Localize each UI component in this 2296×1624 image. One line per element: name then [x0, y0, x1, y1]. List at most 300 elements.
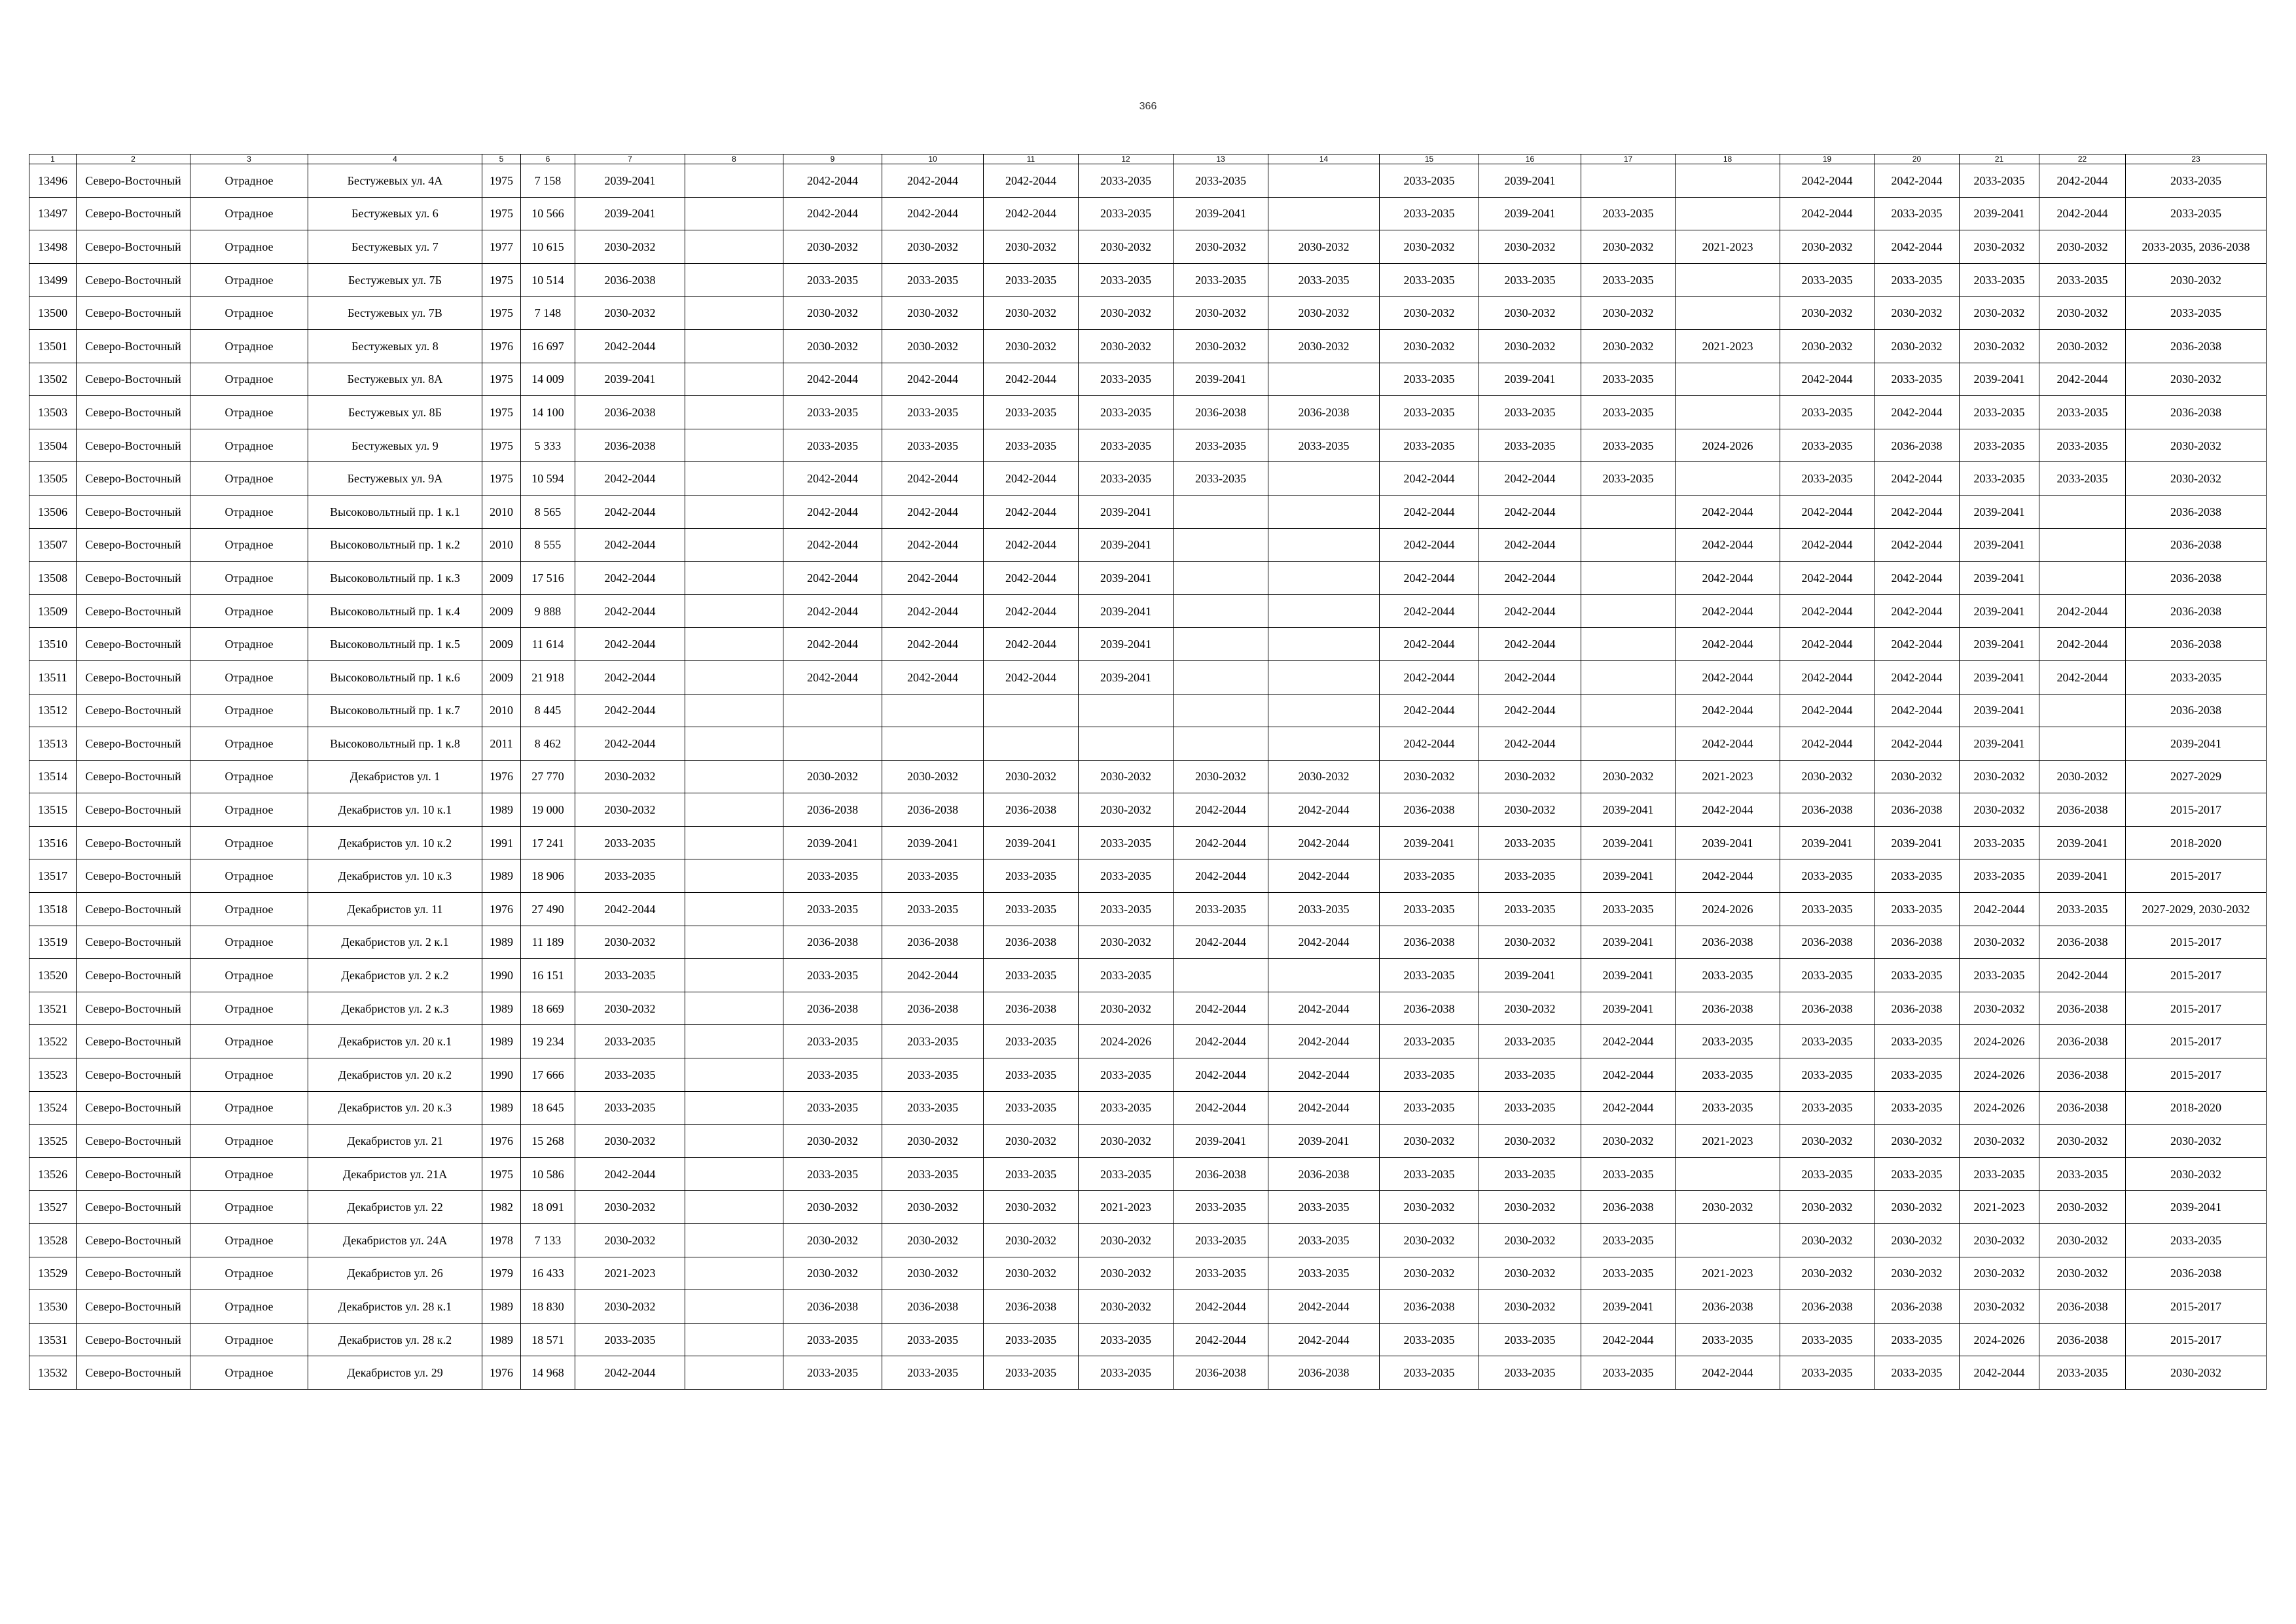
table-cell: 2036-2038	[1676, 1290, 1780, 1324]
table-cell: Высоковольтный пр. 1 к.5	[308, 628, 482, 661]
table-cell	[1676, 164, 1780, 198]
table-cell: Отрадное	[190, 263, 308, 297]
table-cell: 2030-2032	[1174, 297, 1268, 330]
table-cell: 2033-2035	[783, 396, 882, 429]
table-cell: 2030-2032	[783, 1191, 882, 1224]
table-cell: 13507	[29, 528, 77, 562]
table-cell: 10 586	[521, 1157, 575, 1191]
table-cell: 2033-2035	[1479, 396, 1581, 429]
table-cell	[783, 727, 882, 761]
table-cell: 2042-2044	[1268, 1323, 1380, 1356]
table-cell: 2021-2023	[575, 1257, 685, 1290]
table-cell	[1581, 727, 1676, 761]
table-cell: 2033-2035	[1079, 959, 1174, 992]
table-cell: 2036-2038	[984, 793, 1079, 827]
table-cell: 2036-2038	[984, 992, 1079, 1025]
table-cell: 2030-2032	[984, 1257, 1079, 1290]
table-cell: 2036-2038	[783, 1290, 882, 1324]
table-cell: 7 133	[521, 1224, 575, 1257]
table-cell: 2030-2032	[2039, 1191, 2126, 1224]
table-cell: 2039-2041	[1581, 859, 1676, 893]
table-cell: 18 571	[521, 1323, 575, 1356]
table-cell: 2030-2032	[1874, 1191, 1960, 1224]
table-cell	[685, 628, 783, 661]
table-cell: 2042-2044	[1676, 628, 1780, 661]
table-cell: 2042-2044	[2039, 594, 2126, 628]
table-cell: Отрадное	[190, 495, 308, 528]
table-cell: Северо-Восточный	[77, 363, 190, 396]
table-cell: 2030-2032	[2039, 760, 2126, 793]
table-cell: Бестужевых ул. 8	[308, 329, 482, 363]
table-cell: 13516	[29, 826, 77, 859]
table-cell: 2036-2038	[2126, 694, 2267, 727]
table-cell: 13514	[29, 760, 77, 793]
table-cell: 2039-2041	[1174, 1125, 1268, 1158]
table-cell: 1989	[482, 859, 521, 893]
table-row	[29, 793, 2267, 827]
table-cell: 14 009	[521, 363, 575, 396]
table-cell: 13527	[29, 1191, 77, 1224]
table-cell	[685, 1025, 783, 1058]
table-cell: 2039-2041	[882, 826, 984, 859]
table-cell	[685, 297, 783, 330]
table-cell: 2042-2044	[1780, 197, 1874, 230]
table-cell: 2033-2035	[2039, 429, 2126, 462]
table-cell: 2042-2044	[1676, 727, 1780, 761]
table-cell: 2030-2032	[1479, 1191, 1581, 1224]
table-cell: 2039-2041	[1581, 793, 1676, 827]
table-cell: 2042-2044	[1268, 1025, 1380, 1058]
table-cell: 2033-2035	[1380, 396, 1479, 429]
table-cell: 2042-2044	[783, 495, 882, 528]
table-cell: 2015-2017	[2126, 992, 2267, 1025]
table-cell: 2015-2017	[2126, 1025, 2267, 1058]
table-cell: 10 615	[521, 230, 575, 264]
table-cell	[685, 1224, 783, 1257]
table-cell: 1976	[482, 329, 521, 363]
table-cell: 2033-2035	[1874, 1157, 1960, 1191]
table-cell: 2033-2035	[2126, 197, 2267, 230]
table-cell: 2033-2035	[1268, 1224, 1380, 1257]
table-cell: 2030-2032	[1960, 793, 2039, 827]
table-cell: 2042-2044	[1874, 594, 1960, 628]
table-cell: Высоковольтный пр. 1 к.3	[308, 562, 482, 595]
table-cell: 1975	[482, 1157, 521, 1191]
table-cell: 2033-2035	[1380, 959, 1479, 992]
table-cell	[685, 893, 783, 926]
table-cell: Северо-Восточный	[77, 495, 190, 528]
table-cell: Северо-Восточный	[77, 1157, 190, 1191]
table-cell: 2042-2044	[984, 528, 1079, 562]
table-row	[29, 694, 2267, 727]
table-cell: 13528	[29, 1224, 77, 1257]
table-cell: 18 906	[521, 859, 575, 893]
table-cell: 2033-2035	[1676, 1091, 1780, 1125]
table-cell: 2039-2041	[1960, 528, 2039, 562]
table-cell: 2030-2032	[1268, 297, 1380, 330]
table-cell: 2030-2032	[1380, 1224, 1479, 1257]
table-cell: 2033-2035	[1079, 859, 1174, 893]
table-cell: 13502	[29, 363, 77, 396]
table-cell: 2033-2035	[2126, 164, 2267, 198]
table-cell: 2033-2035	[1079, 462, 1174, 496]
table-cell: 2033-2035	[2039, 263, 2126, 297]
table-cell	[685, 594, 783, 628]
table-cell: 2033-2035	[1380, 263, 1479, 297]
table-cell: 2010	[482, 495, 521, 528]
table-cell: Отрадное	[190, 760, 308, 793]
table-cell: 2033-2035	[1479, 1323, 1581, 1356]
table-cell: 2042-2044	[2039, 959, 2126, 992]
table-cell: Декабристов ул. 2 к.1	[308, 926, 482, 959]
table-cell: 2042-2044	[1479, 562, 1581, 595]
table-cell: 2033-2035	[984, 1058, 1079, 1092]
table-cell: 2033-2035	[984, 263, 1079, 297]
table-cell: 2033-2035	[2039, 1356, 2126, 1390]
table-cell: Северо-Восточный	[77, 694, 190, 727]
table-cell: 2030-2032	[882, 1257, 984, 1290]
table-cell: 2042-2044	[1268, 1091, 1380, 1125]
table-cell: 2036-2038	[1380, 926, 1479, 959]
table-cell: 2036-2038	[1780, 992, 1874, 1025]
table-cell: 2024-2026	[1960, 1091, 2039, 1125]
table-cell: 1989	[482, 1091, 521, 1125]
column-header: 14	[1268, 154, 1380, 164]
table-cell: 2021-2023	[1676, 230, 1780, 264]
table-cell: 2042-2044	[783, 363, 882, 396]
table-cell: 2021-2023	[1960, 1191, 2039, 1224]
table-cell	[1174, 562, 1268, 595]
table-cell: 2042-2044	[1174, 859, 1268, 893]
table-cell: Северо-Восточный	[77, 164, 190, 198]
table-cell: 2039-2041	[1960, 363, 2039, 396]
table-cell: 2033-2035	[1079, 197, 1174, 230]
table-cell: 2042-2044	[575, 1356, 685, 1390]
table-cell: 2030-2032	[984, 1191, 1079, 1224]
table-cell: 8 445	[521, 694, 575, 727]
table-cell: 2021-2023	[1676, 329, 1780, 363]
table-cell: 1991	[482, 826, 521, 859]
table-cell: 2039-2041	[1479, 164, 1581, 198]
table-cell: 2033-2035	[1780, 1323, 1874, 1356]
table-row	[29, 727, 2267, 761]
table-cell: 2033-2035	[882, 1025, 984, 1058]
table-cell: 2036-2038	[1268, 1356, 1380, 1390]
table-cell: Декабристов ул. 28 к.1	[308, 1290, 482, 1324]
table-cell: 2036-2038	[1380, 1290, 1479, 1324]
table-cell	[685, 164, 783, 198]
table-cell: 2042-2044	[1676, 660, 1780, 694]
table-cell: 2042-2044	[1174, 1290, 1268, 1324]
table-cell: 2030-2032	[2126, 363, 2267, 396]
column-header: 18	[1676, 154, 1780, 164]
table-cell: 2030-2032	[2126, 1125, 2267, 1158]
column-header: 20	[1874, 154, 1960, 164]
table-cell: 2033-2035	[1479, 1025, 1581, 1058]
table-cell: 2030-2032	[984, 297, 1079, 330]
table-cell: 2042-2044	[1581, 1091, 1676, 1125]
table-cell: Бестужевых ул. 4А	[308, 164, 482, 198]
table-cell: 2036-2038	[1174, 1356, 1268, 1390]
table-cell: 2033-2035	[1960, 396, 2039, 429]
table-cell: 2042-2044	[1479, 727, 1581, 761]
table-cell: 2030-2032	[882, 1191, 984, 1224]
table-cell: 2036-2038	[2039, 793, 2126, 827]
table-cell: 16 697	[521, 329, 575, 363]
table-cell: 2030-2032	[882, 1224, 984, 1257]
table-cell: 2039-2041	[1960, 628, 2039, 661]
table-cell: Высоковольтный пр. 1 к.1	[308, 495, 482, 528]
table-cell: Отрадное	[190, 1157, 308, 1191]
table-cell: 13524	[29, 1091, 77, 1125]
table-cell: 2036-2038	[1268, 396, 1380, 429]
table-cell: 2039-2041	[2126, 1191, 2267, 1224]
table-cell: 13501	[29, 329, 77, 363]
table-cell	[1268, 495, 1380, 528]
table-cell: 2033-2035	[1780, 1025, 1874, 1058]
table-cell	[685, 793, 783, 827]
table-cell: 13522	[29, 1025, 77, 1058]
table-cell: 2042-2044	[882, 628, 984, 661]
table-cell: Декабристов ул. 2 к.3	[308, 992, 482, 1025]
table-cell: 2030-2032	[1268, 230, 1380, 264]
table-cell: 2042-2044	[575, 462, 685, 496]
table-cell: 1975	[482, 462, 521, 496]
table-cell	[1174, 495, 1268, 528]
table-cell	[1174, 628, 1268, 661]
column-header: 16	[1479, 154, 1581, 164]
table-cell: 2030-2032	[575, 1290, 685, 1324]
table-cell: 2030-2032	[1479, 926, 1581, 959]
table-cell: Отрадное	[190, 396, 308, 429]
table-cell: 2030-2032	[1581, 1125, 1676, 1158]
table-row	[29, 429, 2267, 462]
table-cell: 2042-2044	[1780, 594, 1874, 628]
table-cell	[685, 1058, 783, 1092]
table-cell: 2030-2032	[1079, 1224, 1174, 1257]
table-cell: 2042-2044	[1479, 495, 1581, 528]
table-cell: 13526	[29, 1157, 77, 1191]
table-cell: 2033-2035	[1581, 263, 1676, 297]
table-cell: 1976	[482, 760, 521, 793]
table-cell: 2033-2035	[783, 429, 882, 462]
page-number: 366	[1139, 101, 1157, 112]
table-cell: 2042-2044	[984, 594, 1079, 628]
table-cell: 2042-2044	[984, 628, 1079, 661]
table-cell: 2039-2041	[1676, 826, 1780, 859]
table-cell: 2021-2023	[1676, 760, 1780, 793]
table-cell: Отрадное	[190, 1257, 308, 1290]
table-cell	[1676, 396, 1780, 429]
table-cell: 2033-2035	[2126, 1224, 2267, 1257]
table-cell	[2039, 694, 2126, 727]
table-cell: 2042-2044	[1174, 992, 1268, 1025]
table-cell: 2015-2017	[2126, 1290, 2267, 1324]
table-cell: Отрадное	[190, 528, 308, 562]
table-cell: 19 234	[521, 1025, 575, 1058]
table-cell: Северо-Восточный	[77, 1058, 190, 1092]
table-cell	[1581, 660, 1676, 694]
table-cell: 2033-2035	[1581, 363, 1676, 396]
column-header: 23	[2126, 154, 2267, 164]
table-cell: 2030-2032	[882, 297, 984, 330]
table-cell: Отрадное	[190, 694, 308, 727]
table-cell	[685, 1125, 783, 1158]
table-cell: 2033-2035	[1874, 893, 1960, 926]
table-cell: 2042-2044	[1874, 495, 1960, 528]
table-cell: Отрадное	[190, 1091, 308, 1125]
table-cell: 2039-2041	[1174, 197, 1268, 230]
column-header: 17	[1581, 154, 1676, 164]
table-cell: 27 490	[521, 893, 575, 926]
table-cell: Отрадное	[190, 859, 308, 893]
table-cell: 2033-2035	[984, 1356, 1079, 1390]
table-cell	[1174, 694, 1268, 727]
table-cell: 2033-2035	[1960, 263, 2039, 297]
table-cell: 2036-2038	[783, 992, 882, 1025]
table-cell: 2033-2035	[1079, 893, 1174, 926]
table-cell: 2030-2032	[882, 329, 984, 363]
table-cell: 2042-2044	[1174, 1058, 1268, 1092]
table-cell: 2039-2041	[2039, 826, 2126, 859]
table-cell: Высоковольтный пр. 1 к.8	[308, 727, 482, 761]
table-cell: 2036-2038	[1780, 793, 1874, 827]
table-cell: 2039-2041	[783, 826, 882, 859]
table-cell: 2042-2044	[1380, 562, 1479, 595]
table-body	[29, 154, 2267, 1390]
table-cell: 2030-2032	[783, 297, 882, 330]
table-cell: Бестужевых ул. 9А	[308, 462, 482, 496]
table-cell: 2039-2041	[1079, 660, 1174, 694]
table-cell: Декабристов ул. 10 к.3	[308, 859, 482, 893]
table-cell: 2042-2044	[1676, 859, 1780, 893]
table-cell: 7 148	[521, 297, 575, 330]
table-cell: 2030-2032	[1079, 793, 1174, 827]
table-cell: 2039-2041	[1079, 495, 1174, 528]
table-cell: 2033-2035	[783, 1058, 882, 1092]
table-cell: Северо-Восточный	[77, 826, 190, 859]
table-cell	[685, 462, 783, 496]
table-cell: 2030-2032	[1079, 926, 1174, 959]
table-cell: 1990	[482, 1058, 521, 1092]
table-cell: 2042-2044	[2039, 660, 2126, 694]
table-cell: 2033-2035	[1581, 1356, 1676, 1390]
table-cell: 16 433	[521, 1257, 575, 1290]
table-cell: 2033-2035	[1268, 263, 1380, 297]
table-cell: 2033-2035	[783, 263, 882, 297]
table-cell	[1581, 694, 1676, 727]
table-cell: 2042-2044	[1874, 694, 1960, 727]
table-cell	[685, 528, 783, 562]
table-cell: 2042-2044	[1479, 594, 1581, 628]
table-cell: 2042-2044	[1268, 1290, 1380, 1324]
table-cell: Отрадное	[190, 363, 308, 396]
table-cell: 2030-2032	[1960, 230, 2039, 264]
table-cell: 2033-2035	[575, 859, 685, 893]
table-cell: Декабристов ул. 11	[308, 893, 482, 926]
table-cell: 2042-2044	[1174, 793, 1268, 827]
table-cell	[1268, 727, 1380, 761]
table-cell	[685, 727, 783, 761]
table-cell: Высоковольтный пр. 1 к.4	[308, 594, 482, 628]
table-cell: 2030-2032	[2126, 1356, 2267, 1390]
table-cell: 2042-2044	[984, 197, 1079, 230]
table-row	[29, 363, 2267, 396]
table-cell: 2030-2032	[783, 760, 882, 793]
table-cell: 1975	[482, 197, 521, 230]
table-cell	[685, 959, 783, 992]
table-cell: 2030-2032	[2039, 1257, 2126, 1290]
table-cell: 13511	[29, 660, 77, 694]
table-cell: 2009	[482, 562, 521, 595]
table-cell: 2030-2032	[882, 1125, 984, 1158]
table-cell: 9 888	[521, 594, 575, 628]
column-header: 7	[575, 154, 685, 164]
table-cell: 2036-2038	[2126, 594, 2267, 628]
table-cell	[1174, 959, 1268, 992]
table-cell: Северо-Восточный	[77, 793, 190, 827]
column-header: 11	[984, 154, 1079, 164]
table-cell: 2030-2032	[1780, 1125, 1874, 1158]
table-cell: 2042-2044	[1174, 1091, 1268, 1125]
table-cell: 2030-2032	[1960, 329, 2039, 363]
table-cell: 13512	[29, 694, 77, 727]
table-cell	[1268, 628, 1380, 661]
table-cell: Декабристов ул. 10 к.2	[308, 826, 482, 859]
table-cell	[685, 329, 783, 363]
table-cell: 2042-2044	[1581, 1058, 1676, 1092]
table-cell: 2033-2035	[1268, 1191, 1380, 1224]
table-cell: 13520	[29, 959, 77, 992]
table-cell: 2036-2038	[2126, 329, 2267, 363]
table-cell	[685, 197, 783, 230]
table-cell: 2030-2032	[882, 760, 984, 793]
table-cell: 2036-2038	[882, 1290, 984, 1324]
table-row	[29, 959, 2267, 992]
table-cell: Северо-Восточный	[77, 197, 190, 230]
table-cell	[685, 1356, 783, 1390]
table-cell: 17 241	[521, 826, 575, 859]
table-cell: 2030-2032	[1479, 1257, 1581, 1290]
table-cell	[1581, 164, 1676, 198]
table-cell: 2030-2032	[575, 793, 685, 827]
table-cell: 1989	[482, 1323, 521, 1356]
table-cell: Декабристов ул. 21	[308, 1125, 482, 1158]
table-cell: 13500	[29, 297, 77, 330]
table-cell: 2042-2044	[575, 694, 685, 727]
table-cell: 2015-2017	[2126, 926, 2267, 959]
table-cell: 2030-2032	[1479, 230, 1581, 264]
table-cell: 2042-2044	[783, 594, 882, 628]
table-cell: Северо-Восточный	[77, 1025, 190, 1058]
table-cell: Отрадное	[190, 727, 308, 761]
table-cell: 2042-2044	[575, 727, 685, 761]
table-cell: 2027-2029, 2030-2032	[2126, 893, 2267, 926]
table-cell: Отрадное	[190, 628, 308, 661]
table-cell: 2042-2044	[1874, 628, 1960, 661]
table-cell: 2033-2035	[1479, 1157, 1581, 1191]
table-cell: 2036-2038	[882, 926, 984, 959]
table-cell: 1990	[482, 959, 521, 992]
table-cell	[2039, 727, 2126, 761]
table-cell: Северо-Восточный	[77, 959, 190, 992]
table-row	[29, 826, 2267, 859]
column-header: 5	[482, 154, 521, 164]
table-cell: 2042-2044	[1874, 727, 1960, 761]
table-cell: 2033-2035	[1380, 1058, 1479, 1092]
table-cell: 2030-2032	[1380, 760, 1479, 793]
table-cell	[685, 1323, 783, 1356]
